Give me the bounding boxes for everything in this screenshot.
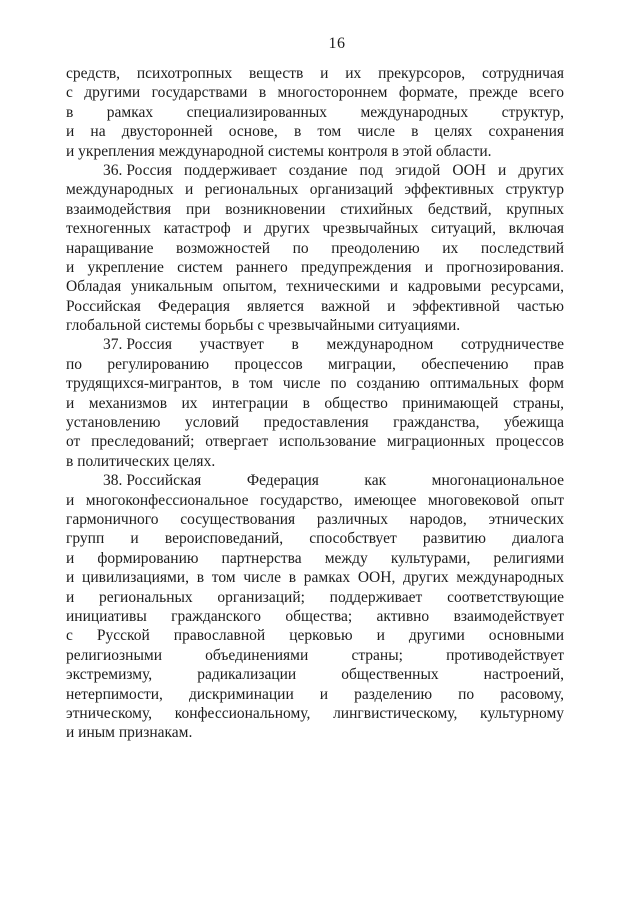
text-line: религиозными объединениями страны; противодействует — [66, 646, 564, 664]
text-line: по регулированию процессов миграции, обеспечению прав — [66, 355, 564, 373]
text-line: трудящихся-мигрантов, в том числе по созданию оптимальных форм — [66, 375, 564, 393]
text-line: и укрепление систем раннего предупреждения и прогнозирования. — [66, 258, 564, 276]
text-line: техногенных катастроф и других чрезвычайных ситуаций, включая — [66, 220, 564, 238]
text-line: взаимодействия при возникновении стихийных бедствий, крупных — [66, 200, 564, 218]
text-line: и механизмов их интеграции в общество принимающей страны, — [66, 394, 564, 412]
text-line: в рамках специализированных международных структур, — [66, 103, 564, 121]
fixed-space — [122, 348, 126, 349]
text-line: и на двусторонней основе, в том числе в целях сохранения — [66, 123, 564, 141]
text-line: с Русской православной церковью и другими основными — [66, 627, 564, 645]
text-line: с другими государствами в многостороннем формате, прежде всего — [66, 84, 564, 102]
text-line: и региональных организаций; поддерживает соответствующие — [66, 588, 564, 606]
page-number: 16 — [328, 35, 346, 52]
text-line: Обладая уникальным опытом, техническими и кадровыми ресурсами, — [66, 278, 564, 296]
text-line: групп и вероисповеданий, способствует развитию диалога — [66, 530, 564, 548]
text-line: нетерпимости, дискриминации и разделению по расовому, — [66, 685, 564, 703]
text-line: средств, психотропных веществ и их прекурсоров, сотрудничая — [66, 65, 564, 82]
text-line: гармоничного сосуществования различных народов, этнических — [66, 510, 564, 528]
text-line: 37. Россия участвует в международном сотрудничестве — [103, 336, 564, 354]
text-line: установлению условий предоставления гражданства, убежища — [66, 414, 564, 432]
text-line: международных и региональных организаций эффективных структур — [66, 181, 564, 199]
text-line: экстремизму, радикализации общественных настроений, — [66, 666, 564, 684]
text-line: и многоконфессиональное государство, имеющее многовековой опыт — [66, 491, 564, 509]
text-line: и укрепления международной системы контроля в этой области. — [66, 142, 492, 160]
text-line: 36. Россия поддерживает создание под эгидой ООН и других — [103, 161, 564, 179]
fixed-space — [122, 484, 126, 485]
text-line: 38. Российская Федерация как многонациональное — [103, 472, 564, 490]
text-line: и формированию партнерства между культурами, религиями — [66, 549, 564, 567]
text-line: Российская Федерация является важной и эффективной частью — [66, 297, 564, 315]
text-line: и иным признакам. — [66, 724, 193, 742]
text-line: в политических целях. — [66, 452, 216, 470]
fixed-space — [122, 174, 126, 175]
document-body — [66, 64, 564, 743]
text-line: и цивилизациями, в том числе в рамках ООН, других международных — [66, 569, 564, 587]
text-line: от преследований; отвергает использование миграционных процессов — [66, 433, 564, 451]
text-line: глобальной системы борьбы с чрезвычайными ситуациями. — [66, 317, 461, 335]
text-line: наращивание возможностей по преодолению их последствий — [66, 239, 564, 257]
text-line: этническому, конфессиональному, лингвистическому, культурному — [66, 704, 564, 722]
text-line: инициативы гражданского общества; активно взаимодействует — [66, 607, 564, 625]
